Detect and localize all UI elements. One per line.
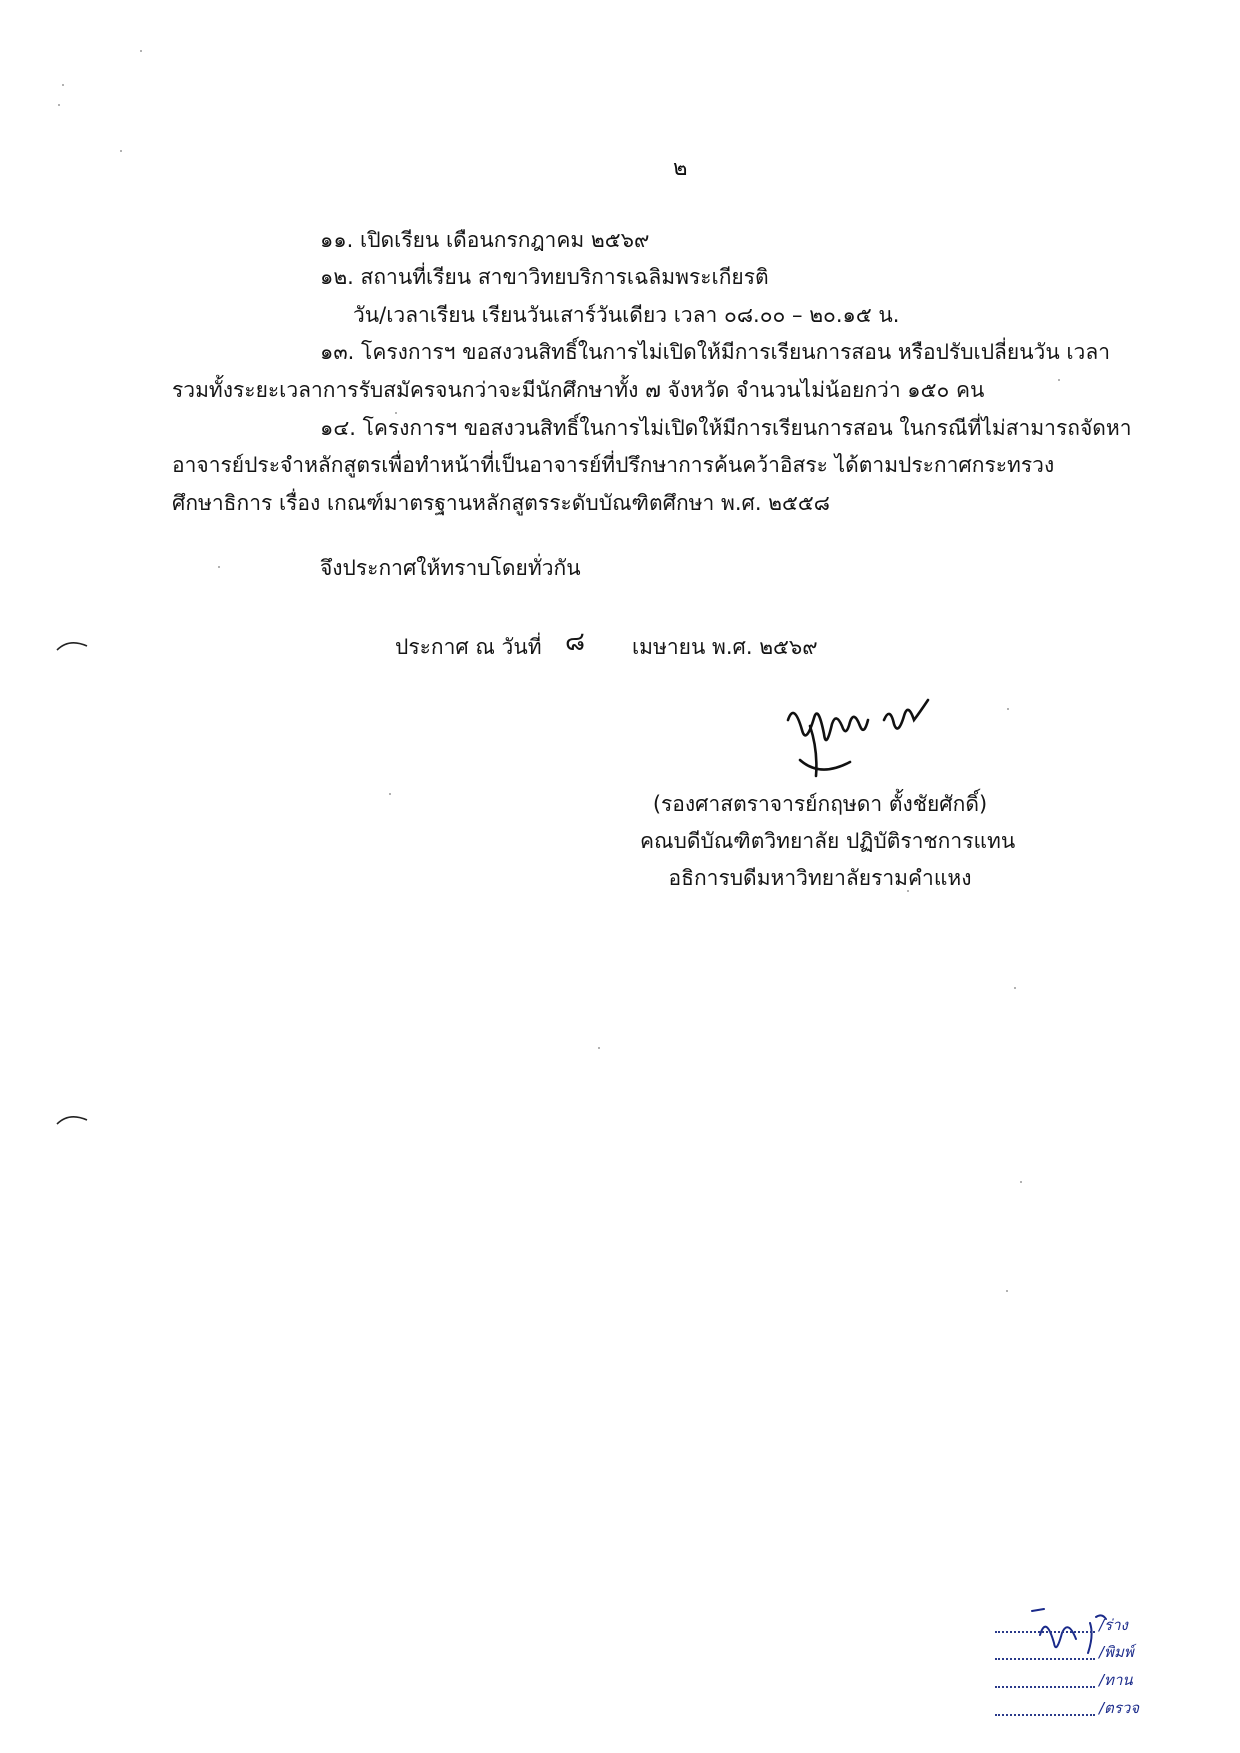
announcement-date-day: ๘: [565, 627, 586, 657]
footer-draft-row: [995, 1613, 1145, 1639]
item-13-line-2: รวมทั้งระยะเวลาการรับสมัครจนกว่าจะมีนักศึกษาทั้ง ๗ จังหวัด จำนวนไม่น้อยกว่า ๑๕๐ คน: [172, 378, 985, 402]
footer-reviewed-dots: [995, 1686, 1095, 1688]
item-11-opening-date: ๑๑. เปิดเรียน เดือนกรกฎาคม ๒๕๖๙: [320, 228, 650, 252]
item-14-line-2: อาจารย์ประจำหลักสูตรเพื่อทำหน้าที่เป็นอาจารย์ที่ปรึกษาการค้นคว้าอิสระ ได้ตามประกาศกระทรวง: [172, 453, 1055, 477]
item-14-line-1: ๑๔. โครงการฯ ขอสงวนสิทธิ์ในการไม่เปิดให้มีการเรียนการสอน ในกรณีที่ไม่สามารถจัดหา: [320, 416, 1132, 440]
announcement-date-prefix: ประกาศ ณ วันที่: [395, 635, 542, 659]
footer-typed-dots: [995, 1658, 1095, 1660]
page-number: ๒: [673, 156, 688, 181]
footer-reviewed-row: [995, 1668, 1145, 1694]
footer-checked-row: [995, 1696, 1145, 1722]
item-14-line-3: ศึกษาธิการ เรื่อง เกณฑ์มาตรฐานหลักสูตรระดับบัณฑิตศึกษา พ.ศ. ๒๕๕๘: [172, 491, 831, 515]
footer-draft-label: /ร่าง: [1099, 1616, 1128, 1634]
footer-draft-dots: [995, 1631, 1095, 1633]
footer-reviewed-label: /ทาน: [1099, 1671, 1133, 1689]
footer-typed-row: [995, 1640, 1145, 1666]
signatory-position-1: คณบดีบัณฑิตวิทยาลัย ปฏิบัติราชการแทน: [640, 829, 1016, 853]
footer-typed-label: /พิมพ์: [1099, 1643, 1134, 1661]
closing-statement: จึงประกาศให้ทราบโดยทั่วกัน: [320, 556, 581, 580]
item-12-schedule: วัน/เวลาเรียน เรียนวันเสาร์วันเดียว เวลา ๐๘.๐๐ – ๒๐.๑๕ น.: [353, 303, 900, 327]
signatory-name: (รองศาสตราจารย์กฤษดา ตั้งชัยศักดิ์): [652, 792, 988, 816]
item-13-line-1: ๑๓. โครงการฯ ขอสงวนสิทธิ์ในการไม่เปิดให้มีการเรียนการสอน หรือปรับเปลี่ยนวัน เวลา: [320, 340, 1111, 364]
item-12-location: ๑๒. สถานที่เรียน สาขาวิทยบริการเฉลิมพระเกียรติ: [320, 265, 769, 289]
footer-checked-label: /ตรวจ: [1099, 1699, 1140, 1717]
punch-hole-mark-top: [55, 636, 91, 654]
announcement-date-month-year: เมษายน พ.ศ. ๒๕๖๙: [632, 635, 818, 659]
punch-hole-mark-bottom: [55, 1110, 91, 1128]
footer-checked-dots: [995, 1714, 1095, 1716]
signatory-position-2: อธิการบดีมหาวิทยาลัยรามคำแหง: [668, 866, 972, 890]
signature: [780, 690, 950, 785]
